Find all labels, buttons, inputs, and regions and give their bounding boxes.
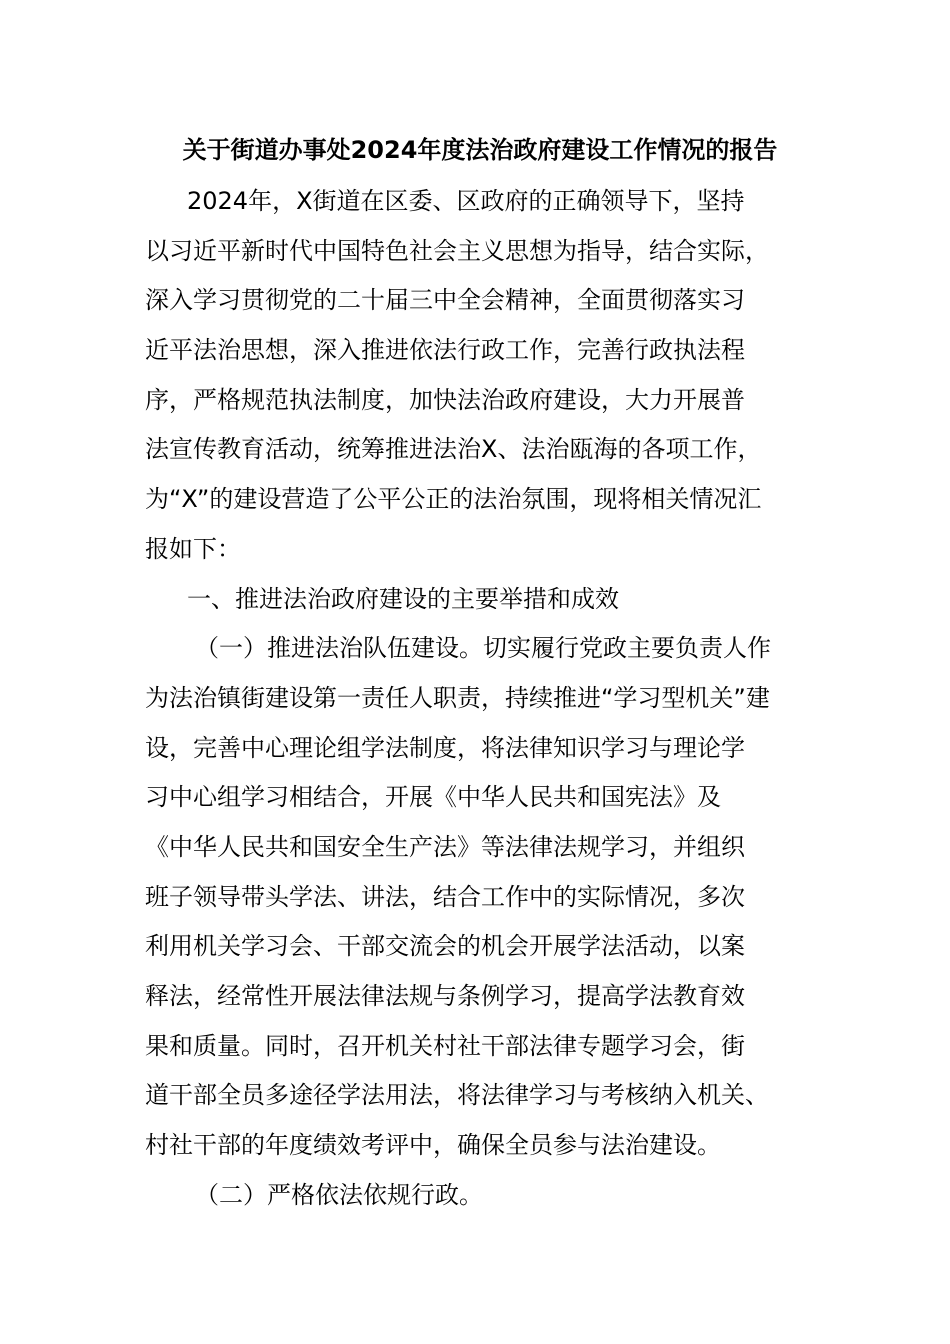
document-body — [145, 177, 805, 1220]
paragraph-line: 2024年，X街道在区委、区政府的正确领导下，坚持 — [187, 187, 745, 215]
subsection-heading: （一）推进法治队伍建设。切实履行党政主要负责人作 — [195, 634, 771, 663]
paragraph-line: 村社干部的年度绩效考评中，确保全员参与法治建设。 — [145, 1131, 721, 1160]
paragraph-line: 为“X”的建设营造了公平公正的法治氛围，现将相关情况汇 — [145, 485, 762, 514]
paragraph-line: 释法，经常性开展法律法规与条例学习，提高学法教育效 — [145, 982, 745, 1010]
paragraph-line: 《中华人民共和国安全生产法》等法律法规学习，并组织 — [145, 832, 745, 861]
paragraph-line: 近平法治思想，深入推进依法行政工作，完善行政执法程 — [145, 336, 745, 365]
section-heading: 一、推进法治政府建设的主要举措和成效 — [187, 584, 619, 613]
paragraph-line: 果和质量。同时，召开机关村社干部法律专题学习会，街 — [145, 1031, 745, 1060]
paragraph-line: 以习近平新时代中国特色社会主义思想为指导，结合实际， — [145, 236, 769, 265]
paragraph-line: 报如下： — [145, 534, 241, 563]
paragraph-line: 序，严格规范执法制度，加快法治政府建设，大力开展普 — [145, 385, 745, 414]
paragraph-line: 班子领导带头学法、讲法，结合工作中的实际情况，多次 — [145, 882, 745, 911]
paragraph-line: 深入学习贯彻党的二十届三中全会精神，全面贯彻落实习 — [145, 286, 745, 315]
paragraph-line: 设，完善中心理论组学法制度，将法律知识学习与理论学 — [145, 733, 745, 762]
paragraph-line: 道干部全员多途径学法用法，将法律学习与考核纳入机关、 — [145, 1081, 769, 1110]
document-title: 关于街道办事处2024年度法治政府建设工作情况的报告 — [182, 136, 778, 164]
subsection-heading: （二）严格依法依规行政。 — [195, 1180, 483, 1209]
paragraph-line: 为法治镇街建设第一责任人职责，持续推进“学习型机关”建 — [145, 683, 770, 712]
paragraph-line: 利用机关学习会、干部交流会的机会开展学法活动，以案 — [145, 932, 745, 961]
paragraph-line: 法宣传教育活动，统筹推进法治X、法治瓯海的各项工作， — [145, 435, 762, 464]
paragraph-line: 习中心组学习相结合，开展《中华人民共和国宪法》及 — [145, 783, 721, 812]
